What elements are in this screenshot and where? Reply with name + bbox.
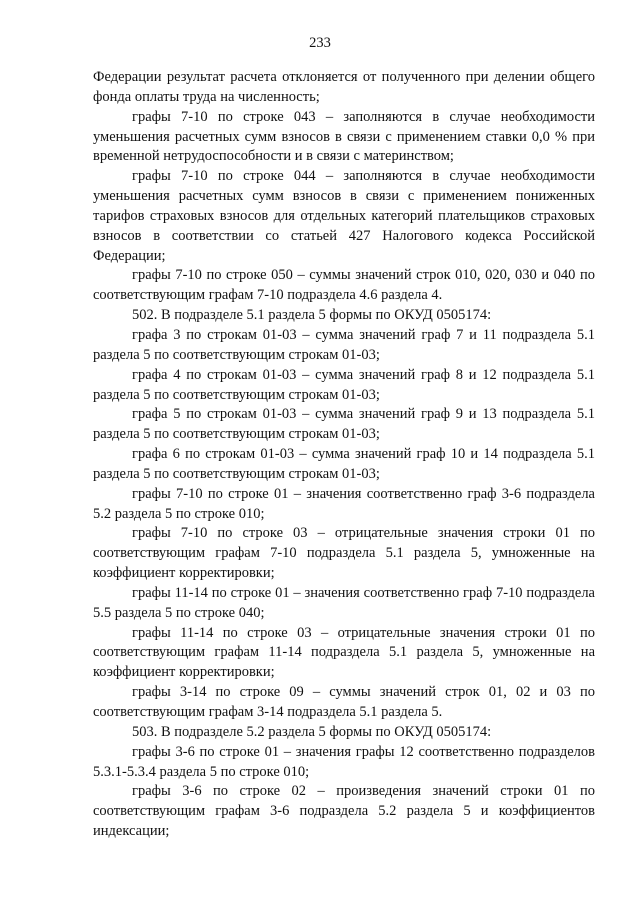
paragraph: графы 3-14 по строке 09 – суммы значений строк 01, 02 и 03 по соответствующим графам 3-14 подраздела 5.1 раздела 5. (93, 684, 595, 720)
numbered-item-heading: 503. В подразделе 5.2 раздела 5 формы по ОКУД 0505174: (132, 723, 492, 740)
paragraph: графы 3-6 по строке 01 – значения графы 12 соответственно подразделов 5.3.1-5.3.4 раздела 5 по строке 010; (93, 743, 595, 780)
page-number: 233 (309, 35, 331, 51)
paragraph: графы 11-14 по строке 01 – значения соответственно граф 7-10 подраздела 5.5 раздела 5 по строке 040; (93, 584, 595, 621)
paragraph: графа 5 по строкам 01-03 – сумма значений граф 9 и 13 подраздела 5.1 раздела 5 по соответствующим строкам 01-03; (93, 406, 595, 443)
paragraph: графы 3-6 по строке 02 – произведения значений строки 01 по соответствующим графам 3-6 подраздела 5.2 раздела 5 и коэффициентов индексации; (93, 783, 595, 840)
paragraph: графа 4 по строкам 01-03 – сумма значений граф 8 и 12 подраздела 5.1 раздела 5 по соответствующим строкам 01-03; (93, 366, 595, 403)
paragraph: графы 7-10 по строке 01 – значения соответственно граф 3-6 подраздела 5.2 раздела 5 по строке 010; (93, 485, 595, 522)
document-body (93, 68, 595, 842)
paragraph: Федерации результат расчета отклоняется от полученного при делении общего фонда оплаты труда на численность; (93, 69, 595, 105)
paragraph: графы 7-10 по строке 044 – заполняются в случае необходимости уменьшения расчетных сумм взносов в связи с применением пониженных тарифов страховых взносов для отдельных категорий плательщиков страховых взносов в соответствии со статьей 427 Налогового кодекса Российской Федерации; (93, 168, 595, 264)
paragraph: графы 11-14 по строке 03 – отрицательные значения строки 01 по соответствующим графам 11-14 подраздела 5.1 раздела 5, умноженные на коэффициент корректировки; (93, 624, 595, 681)
paragraph: графы 7-10 по строке 03 – отрицательные значения строки 01 по соответствующим графам 7-10 подраздела 5.1 раздела 5, умноженные на коэффициент корректировки; (93, 525, 595, 582)
paragraph: графы 7-10 по строке 050 – суммы значений строк 010, 020, 030 и 040 по соответствующим графам 7-10 подраздела 4.6 раздела 4. (93, 267, 595, 304)
paragraph: графы 7-10 по строке 043 – заполняются в случае необходимости уменьшения расчетных сумм взносов в связи с применением ставки 0,0 % при временной нетрудоспособности и в связи с материнством; (93, 108, 595, 165)
paragraph: графа 3 по строкам 01-03 – сумма значений граф 7 и 11 подраздела 5.1 раздела 5 по соответствующим строкам 01-03; (93, 326, 595, 363)
paragraph: графа 6 по строкам 01-03 – сумма значений граф 10 и 14 подраздела 5.1 раздела 5 по соответствующим строкам 01-03; (93, 446, 595, 482)
numbered-item-heading: 502. В подразделе 5.1 раздела 5 формы по ОКУД 0505174: (132, 307, 492, 324)
